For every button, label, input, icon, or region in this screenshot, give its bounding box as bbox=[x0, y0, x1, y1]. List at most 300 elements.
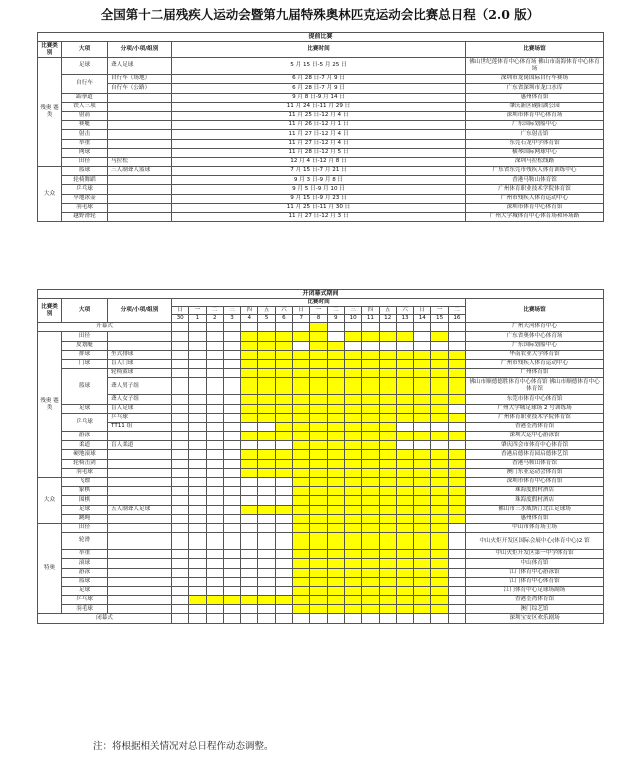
day-cell bbox=[172, 568, 189, 577]
day-cell: 4 bbox=[241, 315, 258, 323]
day-cell bbox=[241, 341, 258, 350]
day-cell bbox=[414, 404, 431, 413]
day-cell bbox=[431, 341, 448, 350]
date-cell: 6 月 28 日-7 月 9 日 bbox=[172, 75, 466, 84]
day-cell bbox=[327, 341, 344, 350]
day-cell bbox=[293, 441, 310, 450]
day-cell bbox=[189, 441, 206, 450]
table-row bbox=[38, 550, 604, 559]
subevent-cell bbox=[108, 586, 172, 595]
weekday-cell: 五 bbox=[379, 307, 396, 315]
day-cell bbox=[344, 378, 361, 395]
day-cell bbox=[189, 404, 206, 413]
table-row bbox=[38, 441, 604, 450]
day-cell bbox=[396, 514, 413, 523]
day-cell bbox=[431, 332, 448, 341]
day-cell bbox=[206, 577, 223, 586]
column-header: 大项 bbox=[62, 299, 108, 323]
day-cell bbox=[448, 378, 465, 395]
table-row bbox=[38, 58, 604, 75]
day-cell bbox=[396, 550, 413, 559]
day-cell bbox=[223, 378, 240, 395]
day-cell bbox=[223, 596, 240, 605]
day-cell bbox=[206, 323, 223, 332]
day-cell bbox=[223, 559, 240, 568]
day-cell bbox=[258, 395, 275, 404]
date-cell: 11 月 24 日-11 月 29 日 bbox=[172, 102, 466, 111]
venue-cell: 深圳市体育中心体育场 bbox=[466, 111, 604, 120]
day-cell bbox=[275, 395, 292, 404]
day-cell bbox=[241, 478, 258, 487]
table-row bbox=[38, 341, 604, 350]
day-cell bbox=[172, 533, 189, 550]
venue-cell: 广州大学城体育中心体育场和环场路 bbox=[466, 213, 604, 222]
day-cell bbox=[172, 487, 189, 496]
subevent-cell: 轮椅篮球 bbox=[108, 369, 172, 378]
day-cell bbox=[344, 559, 361, 568]
day-cell bbox=[379, 468, 396, 477]
column-header: 比赛时间 bbox=[172, 299, 466, 307]
sport-cell: 自行车 bbox=[62, 75, 108, 93]
day-cell bbox=[379, 523, 396, 532]
venue-cell: 广东省深圳市龙口水库 bbox=[466, 84, 604, 93]
day-cell bbox=[275, 586, 292, 595]
day-cell bbox=[310, 605, 327, 614]
table-row bbox=[38, 167, 604, 176]
day-cell bbox=[293, 395, 310, 404]
subevent-cell bbox=[108, 487, 172, 496]
date-cell: 11 月 25 日-12 月 4 日 bbox=[172, 111, 466, 120]
column-header-row bbox=[38, 299, 604, 307]
day-cell bbox=[310, 350, 327, 359]
day-cell bbox=[379, 577, 396, 586]
venue-cell: 肇庆四会市体育中心体育馆 bbox=[466, 441, 604, 450]
subevent-cell: 乒乓球 bbox=[108, 413, 172, 422]
day-cell bbox=[206, 450, 223, 459]
day-cell bbox=[448, 332, 465, 341]
day-cell bbox=[379, 359, 396, 368]
sport-cell: 篮球 bbox=[62, 577, 108, 586]
day-cell bbox=[448, 533, 465, 550]
day-cell: 30 bbox=[172, 315, 189, 323]
day-cell bbox=[431, 459, 448, 468]
day-cell bbox=[344, 395, 361, 404]
day-cell bbox=[327, 533, 344, 550]
subevent-cell: 聋人足球 bbox=[108, 58, 172, 75]
day-cell bbox=[448, 550, 465, 559]
day-cell bbox=[344, 359, 361, 368]
venue-cell: 广东省奥体中心体育场 bbox=[466, 332, 604, 341]
pre-competition-table bbox=[37, 32, 604, 222]
sport-cell: 田径 bbox=[62, 332, 108, 341]
day-cell bbox=[172, 413, 189, 422]
subevent-cell bbox=[108, 432, 172, 441]
day-cell bbox=[344, 369, 361, 378]
day-cell bbox=[362, 550, 379, 559]
day-cell bbox=[293, 505, 310, 514]
day-cell bbox=[293, 404, 310, 413]
day-cell bbox=[327, 350, 344, 359]
sport-cell: 羽毛球 bbox=[62, 605, 108, 614]
day-cell bbox=[379, 369, 396, 378]
day-cell bbox=[379, 550, 396, 559]
day-cell bbox=[189, 369, 206, 378]
day-cell bbox=[396, 568, 413, 577]
weekday-cell: 二 bbox=[448, 307, 465, 315]
day-cell bbox=[258, 550, 275, 559]
day-cell bbox=[396, 350, 413, 359]
day-cell bbox=[431, 378, 448, 395]
day-cell bbox=[431, 496, 448, 505]
day-cell bbox=[310, 459, 327, 468]
day-cell: 5 bbox=[258, 315, 275, 323]
venue-cell: 广东省东莞市残疾人体育训练中心 bbox=[466, 167, 604, 176]
table-row bbox=[38, 185, 604, 194]
day-cell bbox=[344, 413, 361, 422]
table-row bbox=[38, 111, 604, 120]
subevent-cell bbox=[108, 550, 172, 559]
table-row bbox=[38, 139, 604, 148]
day-cell bbox=[223, 459, 240, 468]
day-cell bbox=[310, 550, 327, 559]
day-cell bbox=[431, 478, 448, 487]
day-cell bbox=[396, 605, 413, 614]
venue-cell: 香港马鞍山体育馆 bbox=[466, 176, 604, 185]
day-cell bbox=[223, 432, 240, 441]
day-cell bbox=[344, 514, 361, 523]
day-cell bbox=[414, 523, 431, 532]
day-cell bbox=[448, 441, 465, 450]
day-cell bbox=[362, 332, 379, 341]
day-cell bbox=[310, 496, 327, 505]
day-cell bbox=[327, 577, 344, 586]
table-row bbox=[38, 148, 604, 157]
table-row bbox=[38, 359, 604, 368]
subevent-cell bbox=[108, 111, 172, 120]
day-cell bbox=[293, 323, 310, 332]
subevent-cell: 三人制聋人篮球 bbox=[108, 167, 172, 176]
day-cell bbox=[310, 577, 327, 586]
subevent-cell: 坐式排球 bbox=[108, 350, 172, 359]
day-cell bbox=[223, 487, 240, 496]
day-cell bbox=[414, 586, 431, 595]
day-cell bbox=[258, 605, 275, 614]
table-row bbox=[38, 176, 604, 185]
day-cell bbox=[327, 514, 344, 523]
day-cell bbox=[414, 505, 431, 514]
venue-cell: 广东国际划船中心 bbox=[466, 341, 604, 350]
date-cell: 11 月 26 日-12 月 1 日 bbox=[172, 121, 466, 130]
day-cell bbox=[414, 605, 431, 614]
day-cell bbox=[206, 359, 223, 368]
day-cell bbox=[344, 323, 361, 332]
day-cell bbox=[223, 605, 240, 614]
day-cell bbox=[362, 350, 379, 359]
venue-cell: 广州体育职业技术学院体育馆 bbox=[466, 413, 604, 422]
day-cell bbox=[241, 559, 258, 568]
day-cell bbox=[310, 395, 327, 404]
subevent-cell: 自行车（场地） bbox=[108, 75, 172, 84]
day-cell bbox=[241, 359, 258, 368]
day-cell bbox=[414, 378, 431, 395]
day-cell bbox=[362, 395, 379, 404]
closing-row bbox=[38, 614, 604, 623]
table-row bbox=[38, 568, 604, 577]
day-cell bbox=[172, 523, 189, 532]
day-cell: 16 bbox=[448, 315, 465, 323]
subevent-cell: 自行车（公路） bbox=[108, 84, 172, 93]
day-cell bbox=[344, 505, 361, 514]
day-cell bbox=[258, 422, 275, 431]
day-cell bbox=[431, 605, 448, 614]
day-cell bbox=[206, 441, 223, 450]
day-cell bbox=[310, 422, 327, 431]
day-cell bbox=[431, 369, 448, 378]
day-cell bbox=[189, 487, 206, 496]
day-cell bbox=[223, 450, 240, 459]
day-cell bbox=[310, 441, 327, 450]
subevent-cell: 聋人女子组 bbox=[108, 395, 172, 404]
day-cell bbox=[431, 395, 448, 404]
day-cell bbox=[258, 432, 275, 441]
sport-cell: 田径 bbox=[62, 523, 108, 532]
day-cell bbox=[223, 323, 240, 332]
day-cell bbox=[344, 468, 361, 477]
day-cell bbox=[241, 450, 258, 459]
column-header: 分项/小项/组别 bbox=[108, 42, 172, 58]
day-cell bbox=[241, 350, 258, 359]
day-cell bbox=[223, 413, 240, 422]
day-cell bbox=[189, 450, 206, 459]
day-cell bbox=[379, 450, 396, 459]
table-row bbox=[38, 130, 604, 139]
day-cell bbox=[293, 533, 310, 550]
day-cell bbox=[293, 359, 310, 368]
day-cell bbox=[172, 369, 189, 378]
footnote: 注：将根据相关情况对总日程作动态调整。 bbox=[93, 741, 274, 752]
table-row bbox=[38, 93, 604, 102]
day-cell bbox=[223, 523, 240, 532]
day-cell bbox=[275, 514, 292, 523]
day-cell bbox=[414, 432, 431, 441]
sport-cell: 轮椅舞蹈 bbox=[62, 176, 108, 185]
column-header-row bbox=[38, 42, 604, 58]
section-title: 开闭幕式期间 bbox=[38, 290, 604, 299]
venue-cell: 广州体育职业技术学院体育馆 bbox=[466, 185, 604, 194]
day-cell bbox=[379, 413, 396, 422]
subevent-cell bbox=[108, 130, 172, 139]
day-cell bbox=[344, 577, 361, 586]
weekday-cell: 日 bbox=[293, 307, 310, 315]
day-cell bbox=[310, 514, 327, 523]
day-cell bbox=[396, 323, 413, 332]
day-cell bbox=[344, 422, 361, 431]
day-cell bbox=[258, 359, 275, 368]
day-cell bbox=[241, 459, 258, 468]
day-cell bbox=[310, 586, 327, 595]
date-cell: 7 月 15 日-7 月 21 日 bbox=[172, 167, 466, 176]
day-cell bbox=[206, 413, 223, 422]
day-cell bbox=[241, 533, 258, 550]
day-cell bbox=[327, 332, 344, 341]
sport-cell: 跳绳 bbox=[62, 514, 108, 523]
day-cell bbox=[431, 450, 448, 459]
day-cell bbox=[344, 450, 361, 459]
day-cell bbox=[344, 459, 361, 468]
day-cell bbox=[172, 441, 189, 450]
weekday-cell: 六 bbox=[275, 307, 292, 315]
day-cell bbox=[293, 596, 310, 605]
day-cell bbox=[241, 586, 258, 595]
venue-cell: 佛山市顺德德胜体育中心体育馆 佛山市顺德体育中心体育馆 bbox=[466, 378, 604, 395]
day-cell bbox=[327, 468, 344, 477]
sport-cell: 柔道 bbox=[62, 441, 108, 450]
day-cell bbox=[258, 441, 275, 450]
day-cell bbox=[431, 568, 448, 577]
day-cell bbox=[258, 478, 275, 487]
day-cell bbox=[189, 559, 206, 568]
sport-cell: 网球 bbox=[62, 148, 108, 157]
venue-cell: 香港启德体育园启德体艺馆 bbox=[466, 450, 604, 459]
column-header: 比赛场馆 bbox=[466, 299, 604, 323]
day-cell bbox=[362, 369, 379, 378]
day-cell bbox=[223, 332, 240, 341]
day-cell bbox=[310, 341, 327, 350]
category-cell: 残奥 蹇类 bbox=[38, 332, 62, 478]
section-title: 提前比赛 bbox=[38, 33, 604, 42]
day-cell bbox=[362, 487, 379, 496]
day-cell bbox=[206, 523, 223, 532]
day-cell bbox=[362, 459, 379, 468]
day-cell bbox=[414, 533, 431, 550]
day-cell bbox=[379, 505, 396, 514]
day-cell bbox=[258, 350, 275, 359]
table-row bbox=[38, 496, 604, 505]
day-cell bbox=[172, 596, 189, 605]
day-cell bbox=[223, 505, 240, 514]
sport-cell: 轮椅击剑 bbox=[62, 459, 108, 468]
subevent-cell bbox=[108, 568, 172, 577]
day-cell: 9 bbox=[327, 315, 344, 323]
day-cell bbox=[379, 605, 396, 614]
day-cell: 1 bbox=[189, 315, 206, 323]
day-cell bbox=[396, 404, 413, 413]
day-cell bbox=[344, 487, 361, 496]
page-title: 全国第十二届残疾人运动会暨第九届特殊奥林匹克运动会比赛总日程（2.0 版） bbox=[100, 7, 540, 22]
day-cell bbox=[310, 505, 327, 514]
day-cell bbox=[431, 468, 448, 477]
subevent-cell bbox=[108, 468, 172, 477]
day-cell bbox=[327, 523, 344, 532]
day-cell bbox=[379, 533, 396, 550]
subevent-cell bbox=[108, 559, 172, 568]
day-cell bbox=[293, 413, 310, 422]
day-cell bbox=[189, 605, 206, 614]
day-cell bbox=[189, 468, 206, 477]
day-cell bbox=[448, 450, 465, 459]
subevent-cell bbox=[108, 605, 172, 614]
venue-cell: 香港荃湾体育馆 bbox=[466, 422, 604, 431]
subevent-cell bbox=[108, 176, 172, 185]
table-row bbox=[38, 378, 604, 395]
day-cell bbox=[362, 496, 379, 505]
day-cell bbox=[344, 614, 361, 623]
day-cell bbox=[206, 432, 223, 441]
day-cell bbox=[396, 468, 413, 477]
sport-cell: 足球 bbox=[62, 404, 108, 413]
day-cell bbox=[448, 478, 465, 487]
day-cell bbox=[258, 459, 275, 468]
venue-cell: 香港马鞍山体育馆 bbox=[466, 459, 604, 468]
sport-cell: 足球 bbox=[62, 586, 108, 595]
table-row bbox=[38, 369, 604, 378]
day-cell bbox=[189, 550, 206, 559]
day-cell bbox=[396, 496, 413, 505]
table-row bbox=[38, 332, 604, 341]
venue-cell: 广州市残疾人体育运动中心 bbox=[466, 194, 604, 203]
day-cell bbox=[275, 533, 292, 550]
day-cell bbox=[414, 468, 431, 477]
table-row bbox=[38, 395, 604, 404]
day-cell bbox=[189, 505, 206, 514]
day-cell bbox=[396, 332, 413, 341]
day-cell bbox=[241, 577, 258, 586]
venue-cell: 东莞石龙中学体育馆 bbox=[466, 139, 604, 148]
day-cell bbox=[327, 559, 344, 568]
day-cell bbox=[172, 459, 189, 468]
day-cell bbox=[379, 478, 396, 487]
day-cell bbox=[327, 505, 344, 514]
table-row bbox=[38, 459, 604, 468]
day-cell bbox=[448, 559, 465, 568]
subevent-cell bbox=[108, 478, 172, 487]
day-cell bbox=[327, 441, 344, 450]
venue-cell: 澳门东亚运动会体育馆 bbox=[466, 468, 604, 477]
table-row bbox=[38, 586, 604, 595]
day-cell bbox=[379, 323, 396, 332]
day-cell bbox=[448, 404, 465, 413]
day-cell bbox=[344, 350, 361, 359]
sport-cell: 铁人三项 bbox=[62, 102, 108, 111]
day-cell bbox=[206, 568, 223, 577]
table-row bbox=[38, 559, 604, 568]
day-cell bbox=[172, 404, 189, 413]
day-cell bbox=[275, 496, 292, 505]
table-row bbox=[38, 213, 604, 222]
day-cell bbox=[172, 378, 189, 395]
subevent-cell bbox=[108, 496, 172, 505]
date-cell: 9 月 3 日-9 月 8 日 bbox=[172, 176, 466, 185]
table-row bbox=[38, 514, 604, 523]
day-cell bbox=[448, 350, 465, 359]
day-cell bbox=[223, 586, 240, 595]
day-cell bbox=[206, 559, 223, 568]
subevent-cell: 盲人足球 bbox=[108, 404, 172, 413]
day-cell bbox=[223, 395, 240, 404]
day-cell bbox=[414, 359, 431, 368]
day-cell bbox=[172, 605, 189, 614]
day-cell bbox=[241, 468, 258, 477]
day-cell bbox=[206, 505, 223, 514]
venue-cell: 深圳宝安区欢乐剧场 bbox=[466, 614, 604, 623]
day-cell bbox=[275, 568, 292, 577]
day-cell bbox=[448, 505, 465, 514]
day-cell bbox=[223, 404, 240, 413]
day-cell bbox=[448, 341, 465, 350]
day-cell bbox=[362, 523, 379, 532]
day-cell bbox=[431, 432, 448, 441]
day-cell bbox=[189, 378, 206, 395]
